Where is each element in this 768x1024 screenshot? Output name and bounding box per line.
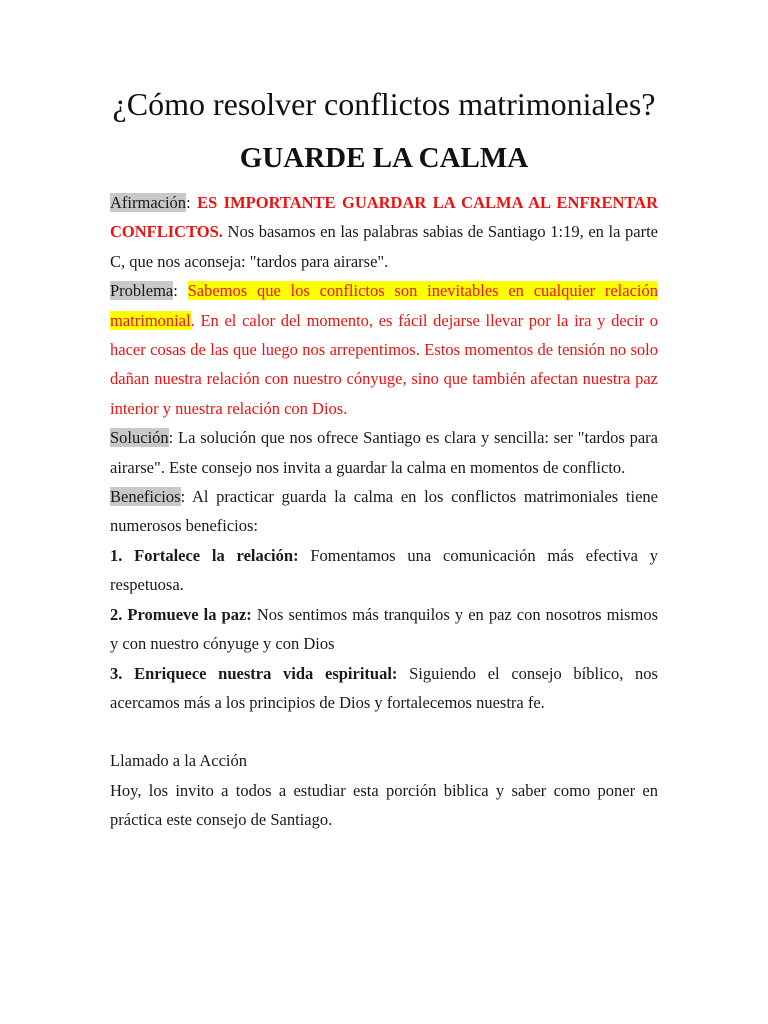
problema-highlight: Sabemos que los conflictos son inevitables en cualquier relación matrimonial <box>110 281 658 330</box>
benefit-item-3-lead: 3. Enriquece nuestra vida espiritual: <box>110 663 398 683</box>
benefit-item-2-lead: 2. Promueve la paz: <box>110 604 252 624</box>
afirmacion-label: Afirmación <box>110 193 187 212</box>
llamado-heading: Llamado a la Acción <box>110 751 247 771</box>
solucion-text: : La solución que nos ofrece Santiago es clara y sencilla: ser "tardos para airarse". Este consejo nos invita a guardar la calma en momentos de conflicto. <box>110 428 658 477</box>
benefit-item-2-text: Nos sentimos más tranquilos y en paz con nosotros mismos y con nuestro cónyuge y con Dios <box>110 604 658 654</box>
problema-label: Problema <box>110 281 174 301</box>
beneficios-text: : Al practicar guarda la calma en los conflictos matrimoniales tiene numerosos beneficios: <box>110 487 658 536</box>
afirmacion-statement: ES IMPORTANTE GUARDAR LA CALMA AL ENFRENTAR CONFLICTOS. <box>110 193 658 242</box>
benefit-item-2 <box>110 600 658 659</box>
solucion-label: Solución <box>110 428 169 448</box>
beneficios-label: Beneficios <box>110 487 181 507</box>
problema-text: . En el calor del momento, es fácil dejarse llevar por la ira y decir o hacer cosas de las que luego nos arrepentimos. Estos momentos de tensión no solo dañan nuestra relación con nuestro cónyuge, sino que también afectan nuestra paz interior y nuestra relación con Dios. <box>110 310 658 418</box>
afirmacion-separator: : <box>186 193 198 212</box>
benefit-item-1-text: Fomentamos una comunicación más efectiva y respetuosa. <box>110 545 658 595</box>
document-title: ¿Cómo resolver conflictos matrimoniales? <box>112 86 656 122</box>
benefit-item-3 <box>110 659 658 718</box>
benefit-item-1 <box>110 541 658 600</box>
benefit-item-1-lead: 1. Fortalece la relación: <box>110 545 299 565</box>
beneficios-paragraph <box>110 482 658 541</box>
problema-separator: : <box>173 281 188 301</box>
benefit-item-3-text: Siguiendo el consejo bíblico, nos acercamos más a los principios de Dios y fortalecemos nuestra fe. <box>110 663 658 712</box>
document-subtitle: GUARDE LA CALMA <box>239 142 529 174</box>
paragraph-gap <box>110 717 658 746</box>
afirmacion-paragraph <box>110 188 658 276</box>
llamado-text: Hoy, los invito a todos a estudiar esta porción biblica y saber como poner en práctica este consejo de Santiago. <box>110 780 658 830</box>
problema-paragraph <box>110 276 658 423</box>
afirmacion-text: Nos basamos en las palabras sabias de Santiago 1:19, en la parte C, que nos aconseja: "tardos para airarse". <box>110 222 658 271</box>
solucion-paragraph <box>110 423 658 482</box>
